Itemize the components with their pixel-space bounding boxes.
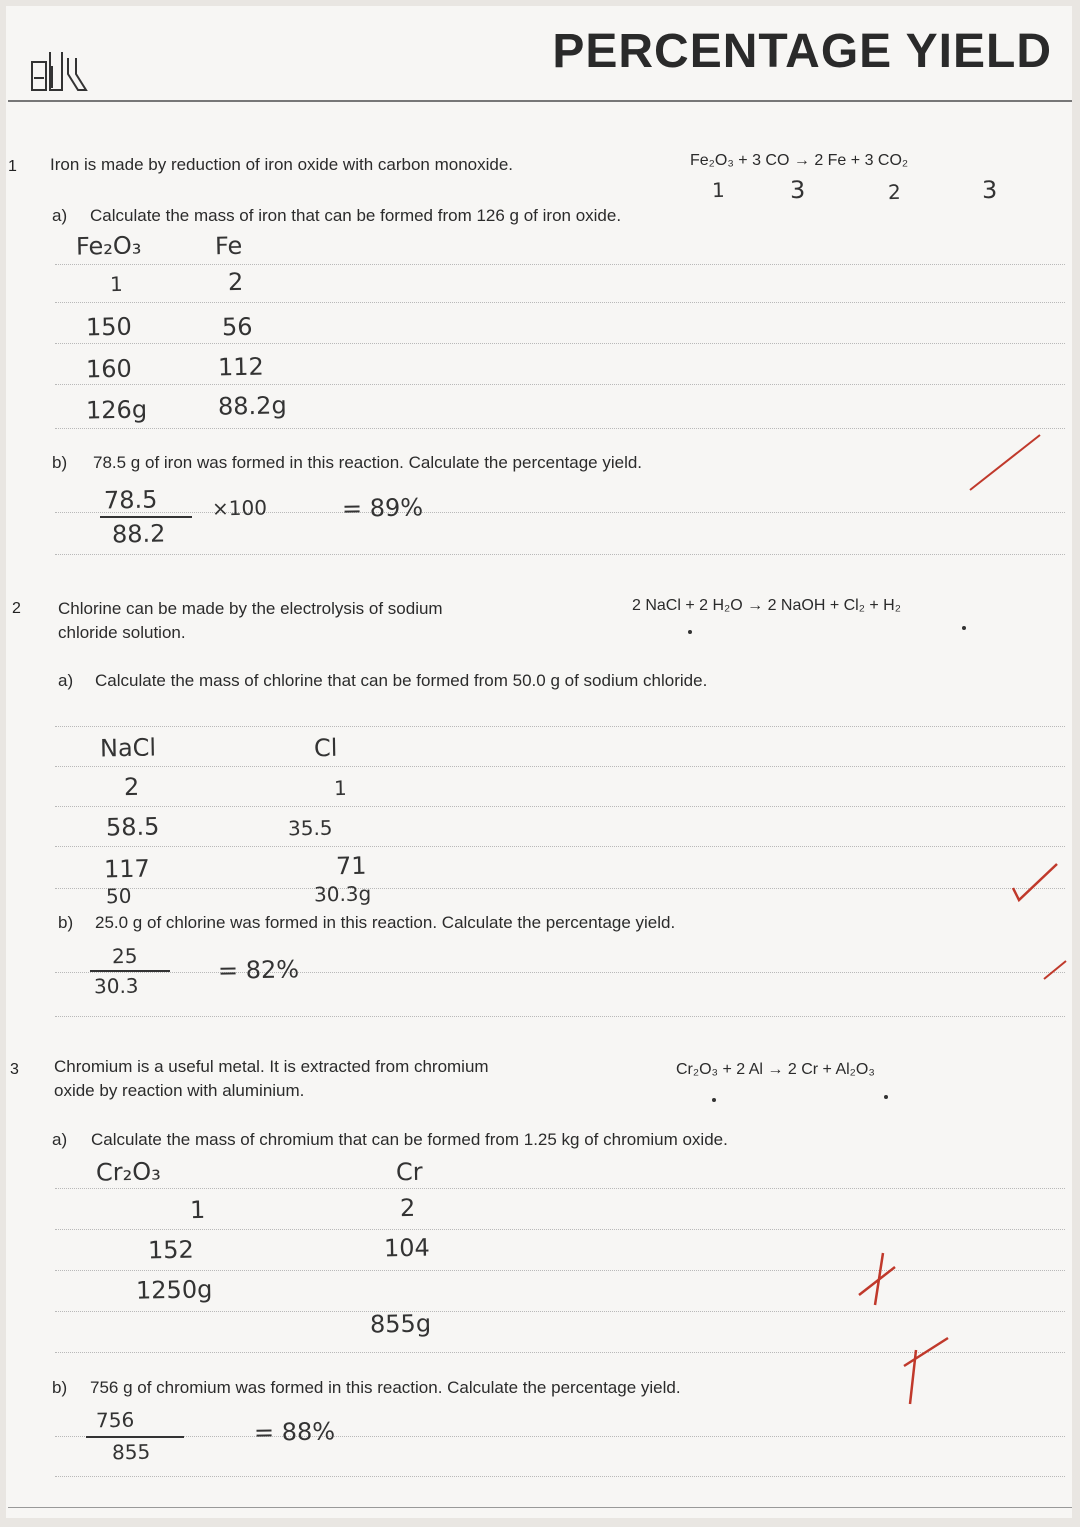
answer-line [55,1436,1065,1437]
red-tick-icon [900,1330,960,1410]
q2a-question: Calculate the mass of chlorine that can be formed from 50.0 g of sodium chloride. [95,671,708,690]
answer-line [55,1229,1065,1230]
fraction-bar [90,970,170,972]
work-cell: 855g [369,1309,432,1339]
q2-intro-line2: chloride solution. [58,623,186,642]
question-number-3: 3 [10,1061,19,1078]
q2b-question: 25.0 g of chlorine was formed in this reaction. Calculate the percentage yield. [95,913,676,932]
header-divider [8,100,1072,102]
fraction-denominator: 30.3 [93,973,139,999]
work-cell: Cr [395,1157,423,1187]
q2-equation: 2 NaCl + 2 H₂O → 2 NaOH + Cl₂ + H₂ [632,597,901,614]
question-number-1: 1 [8,158,17,175]
work-cell: 1 [109,271,123,297]
answer-line [55,766,1065,767]
work-cell: 160 [85,354,133,384]
q3-intro-line1: Chromium is a useful metal. It is extracted from chromium [54,1057,489,1076]
ink-dot [688,630,692,634]
q1b-label: b) [52,453,68,472]
work-cell: Fe₂O₃ [75,231,142,261]
multiplier: ×100 [211,495,268,521]
footer-divider [8,1507,1072,1508]
work-cell: 56 [221,312,253,342]
red-tick-icon [960,425,1050,500]
ink-dot [962,626,966,630]
work-cell: NaCl [99,733,157,763]
answer-line [55,888,1065,889]
q2a-label: a) [58,671,74,690]
work-cell: 1 [189,1195,206,1225]
q1a-label: a) [52,206,68,225]
q1-intro: Iron is made by reduction of iron oxide with carbon monoxide. [50,155,514,174]
answer-line [55,726,1065,727]
fraction-numerator: 756 [95,1407,135,1433]
q3-result: = 88% [253,1417,336,1447]
answer-line [55,806,1065,807]
q3a-question: Calculate the mass of chromium that can be formed from 1.25 kg of chromium oxide. [91,1130,728,1149]
q2-intro-line1: Chlorine can be made by the electrolysis of sodium [58,599,443,618]
answer-line [55,1188,1065,1189]
answer-line [55,972,1065,973]
q3-equation: Cr₂O₃ + 2 Al → 2 Cr + Al₂O₃ [676,1061,875,1078]
q1b-question: 78.5 g of iron was formed in this reaction. Calculate the percentage yield. [93,453,643,472]
work-cell: 1250g [135,1275,213,1305]
ink-dot [884,1095,888,1099]
answer-line [55,512,1065,513]
q1-equation: Fe₂O₃ + 3 CO → 2 Fe + 3 CO₂ [690,152,909,169]
red-tick-icon [1040,955,1070,985]
fraction-denominator: 855 [111,1439,151,1465]
q1-eq-mark: 2 [887,179,901,205]
q2b-label: b) [58,913,74,932]
work-cell: 88.2g [217,391,287,421]
q3b-question: 756 g of chromium was formed in this reaction. Calculate the percentage yield. [90,1378,681,1397]
work-cell: Cr₂O₃ [95,1157,162,1187]
work-cell: 112 [217,352,265,382]
work-cell: Cl [313,733,338,763]
page-title: PERCENTAGE YIELD [552,25,1052,78]
work-cell: 35.5 [287,815,333,841]
work-cell: Fe [214,231,243,261]
fraction-bar [86,1436,184,1438]
red-tick-icon [1005,858,1065,908]
answer-line [55,428,1065,429]
work-cell: 152 [147,1235,195,1265]
work-cell: 30.3g [313,881,372,907]
work-cell: 1 [333,775,347,801]
work-cell: 126g [85,395,148,425]
ink-dot [712,1098,716,1102]
q1-eq-mark: 3 [981,175,998,205]
work-cell: 2 [227,267,244,297]
fraction-denominator: 88.2 [111,519,166,549]
fraction-numerator: 78.5 [103,485,158,515]
fraction-numerator: 25 [111,943,138,969]
fraction-bar [100,516,192,518]
work-cell: 2 [123,772,140,802]
answer-line [55,264,1065,265]
answer-line [55,384,1065,385]
work-cell: 150 [85,312,133,342]
q3b-label: b) [52,1378,68,1397]
answer-line [55,343,1065,344]
work-cell: 71 [335,851,367,881]
work-cell: 50 [105,883,132,909]
q1-result: = 89% [341,493,424,523]
work-cell: 117 [103,854,151,884]
red-tick-icon [855,1245,915,1315]
q1a-question: Calculate the mass of iron that can be formed from 126 g of iron oxide. [90,206,622,225]
q1-eq-mark: 1 [711,177,725,203]
work-cell: 104 [383,1233,431,1263]
q3a-label: a) [52,1130,68,1149]
answer-line [55,302,1065,303]
answer-line [55,1016,1065,1017]
q3-intro-line2: oxide by reaction with aluminium. [54,1081,305,1100]
q1-eq-mark: 3 [789,175,806,205]
q2-result: = 82% [217,955,300,985]
answer-line [55,846,1065,847]
lab-glassware-icon [28,48,96,94]
work-cell: 2 [399,1193,416,1223]
work-cell: 58.5 [105,812,160,842]
answer-line [55,554,1065,555]
answer-line [55,1476,1065,1477]
question-number-2: 2 [12,600,21,617]
